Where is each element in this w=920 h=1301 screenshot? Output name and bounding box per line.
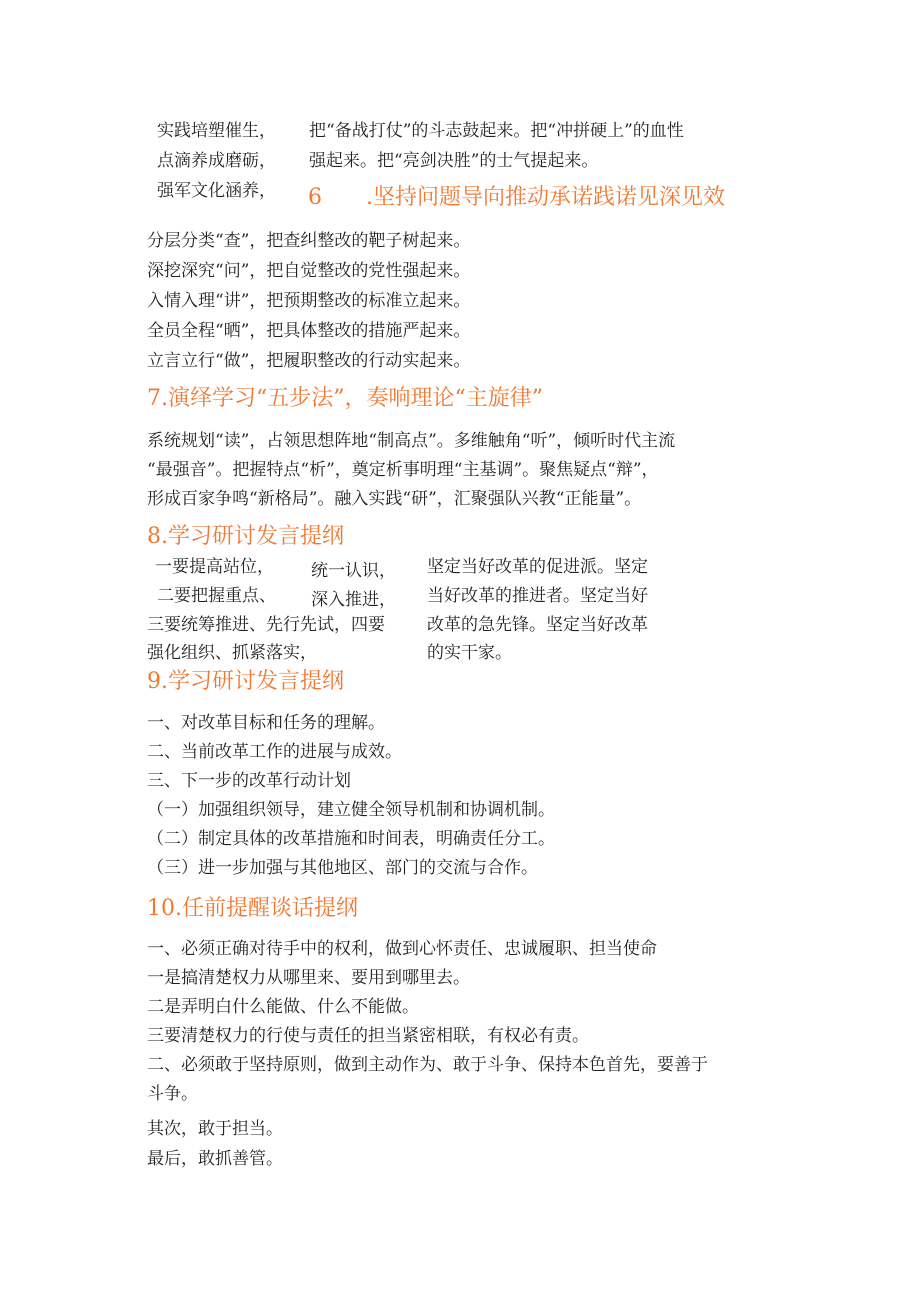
section-8-left-line: 强化组织、抓紧落实， <box>147 643 317 663</box>
intro-left-line: 强军文化涵养， <box>157 181 276 201</box>
section-8-mid-line: 统一认识， <box>311 561 396 581</box>
section-8-right-line: 改革的急先锋。坚定当好改革 <box>427 615 648 635</box>
section-6-line: 深挖深究“问”，把自觉整改的党性强起来。 <box>147 261 471 281</box>
section-7-line: 形成百家争鸣“新格局”。融入实践“研”，汇聚强队兴教“正能量”。 <box>147 489 642 509</box>
section-10-line: 其次，敢于担当。 <box>147 1119 283 1139</box>
intro-left-line: 点滴养成磨砺， <box>157 151 276 171</box>
section-6-line: 立言立行“做”，把履职整改的行动实起来。 <box>147 351 471 371</box>
section-8-left-line: 二要把握重点、 <box>157 586 276 606</box>
section-8-left-line: 一要提高站位， <box>155 557 274 577</box>
section-6-heading: .坚持问题导向推动承诺践诺见深见效 <box>366 185 725 210</box>
section-9-line: 二、当前改革工作的进展与成效。 <box>147 742 402 762</box>
section-10-line: 二是弄明白什么能做、什么不能做。 <box>147 997 419 1017</box>
section-6-number: 6 <box>308 185 322 210</box>
section-7-line: 系统规划“读”，占领思想阵地“制高点”。多维触角“听”，倾听时代主流 <box>147 431 676 451</box>
section-6-line: 全员全程“晒”，把具体整改的措施严起来。 <box>147 321 471 341</box>
section-6-line: 分层分类“查”，把查纠整改的靶子树起来。 <box>147 231 471 251</box>
section-8-left-line: 三要统筹推进、先行先试，四要 <box>147 615 385 635</box>
section-9-line: （二）制定具体的改革措施和时间表，明确责任分工。 <box>147 829 555 849</box>
section-8-right-line: 坚定当好改革的促进派。坚定 <box>427 557 648 577</box>
section-10-line: 最后，敢抓善管。 <box>147 1149 283 1169</box>
section-10-line: 三要清楚权力的行使与责任的担当紧密相联，有权必有责。 <box>147 1026 589 1046</box>
section-7-heading: 7.演绎学习“五步法”，奏响理论“主旋律” <box>147 386 543 411</box>
section-9-line: 一、对改革目标和任务的理解。 <box>147 713 385 733</box>
section-10-line: 斗争。 <box>147 1084 198 1104</box>
section-8-mid-line: 深入推进， <box>311 590 396 610</box>
section-8-right-line: 当好改革的推进者。坚定当好 <box>427 586 648 606</box>
section-10-line: 二、必须敢于坚持原则，做到主动作为、敢于斗争、保持本色首先，要善于 <box>147 1055 708 1075</box>
section-9-heading: 9.学习研讨发言提纲 <box>147 669 344 694</box>
section-8-right-line: 的实干家。 <box>427 643 512 663</box>
section-8-heading: 8.学习研讨发言提纲 <box>147 524 344 549</box>
intro-right-line: 把“备战打仗”的斗志鼓起来。把“冲拼硬上”的血性 <box>309 121 684 141</box>
section-6-line: 入情入理“讲”，把预期整改的标准立起来。 <box>147 291 471 311</box>
section-10-heading: 10.任前提醒谈话提纲 <box>147 896 358 921</box>
intro-right-line: 强起来。把“亮剑决胜”的士气提起来。 <box>309 151 599 171</box>
intro-left-line: 实践培塑催生， <box>157 121 276 141</box>
section-7-line: “最强音”。把握特点“析”，奠定析事明理“主基调”。聚焦疑点“辩”， <box>147 460 659 480</box>
section-9-line: （一）加强组织领导，建立健全领导机制和协调机制。 <box>147 800 555 820</box>
section-9-line: 三、下一步的改革行动计划 <box>147 771 351 791</box>
section-9-line: （三）进一步加强与其他地区、部门的交流与合作。 <box>147 858 538 878</box>
section-10-line: 一是搞清楚权力从哪里来、要用到哪里去。 <box>147 968 470 988</box>
section-10-line: 一、必须正确对待手中的权利，做到心怀责任、忠诚履职、担当使命 <box>147 939 657 959</box>
